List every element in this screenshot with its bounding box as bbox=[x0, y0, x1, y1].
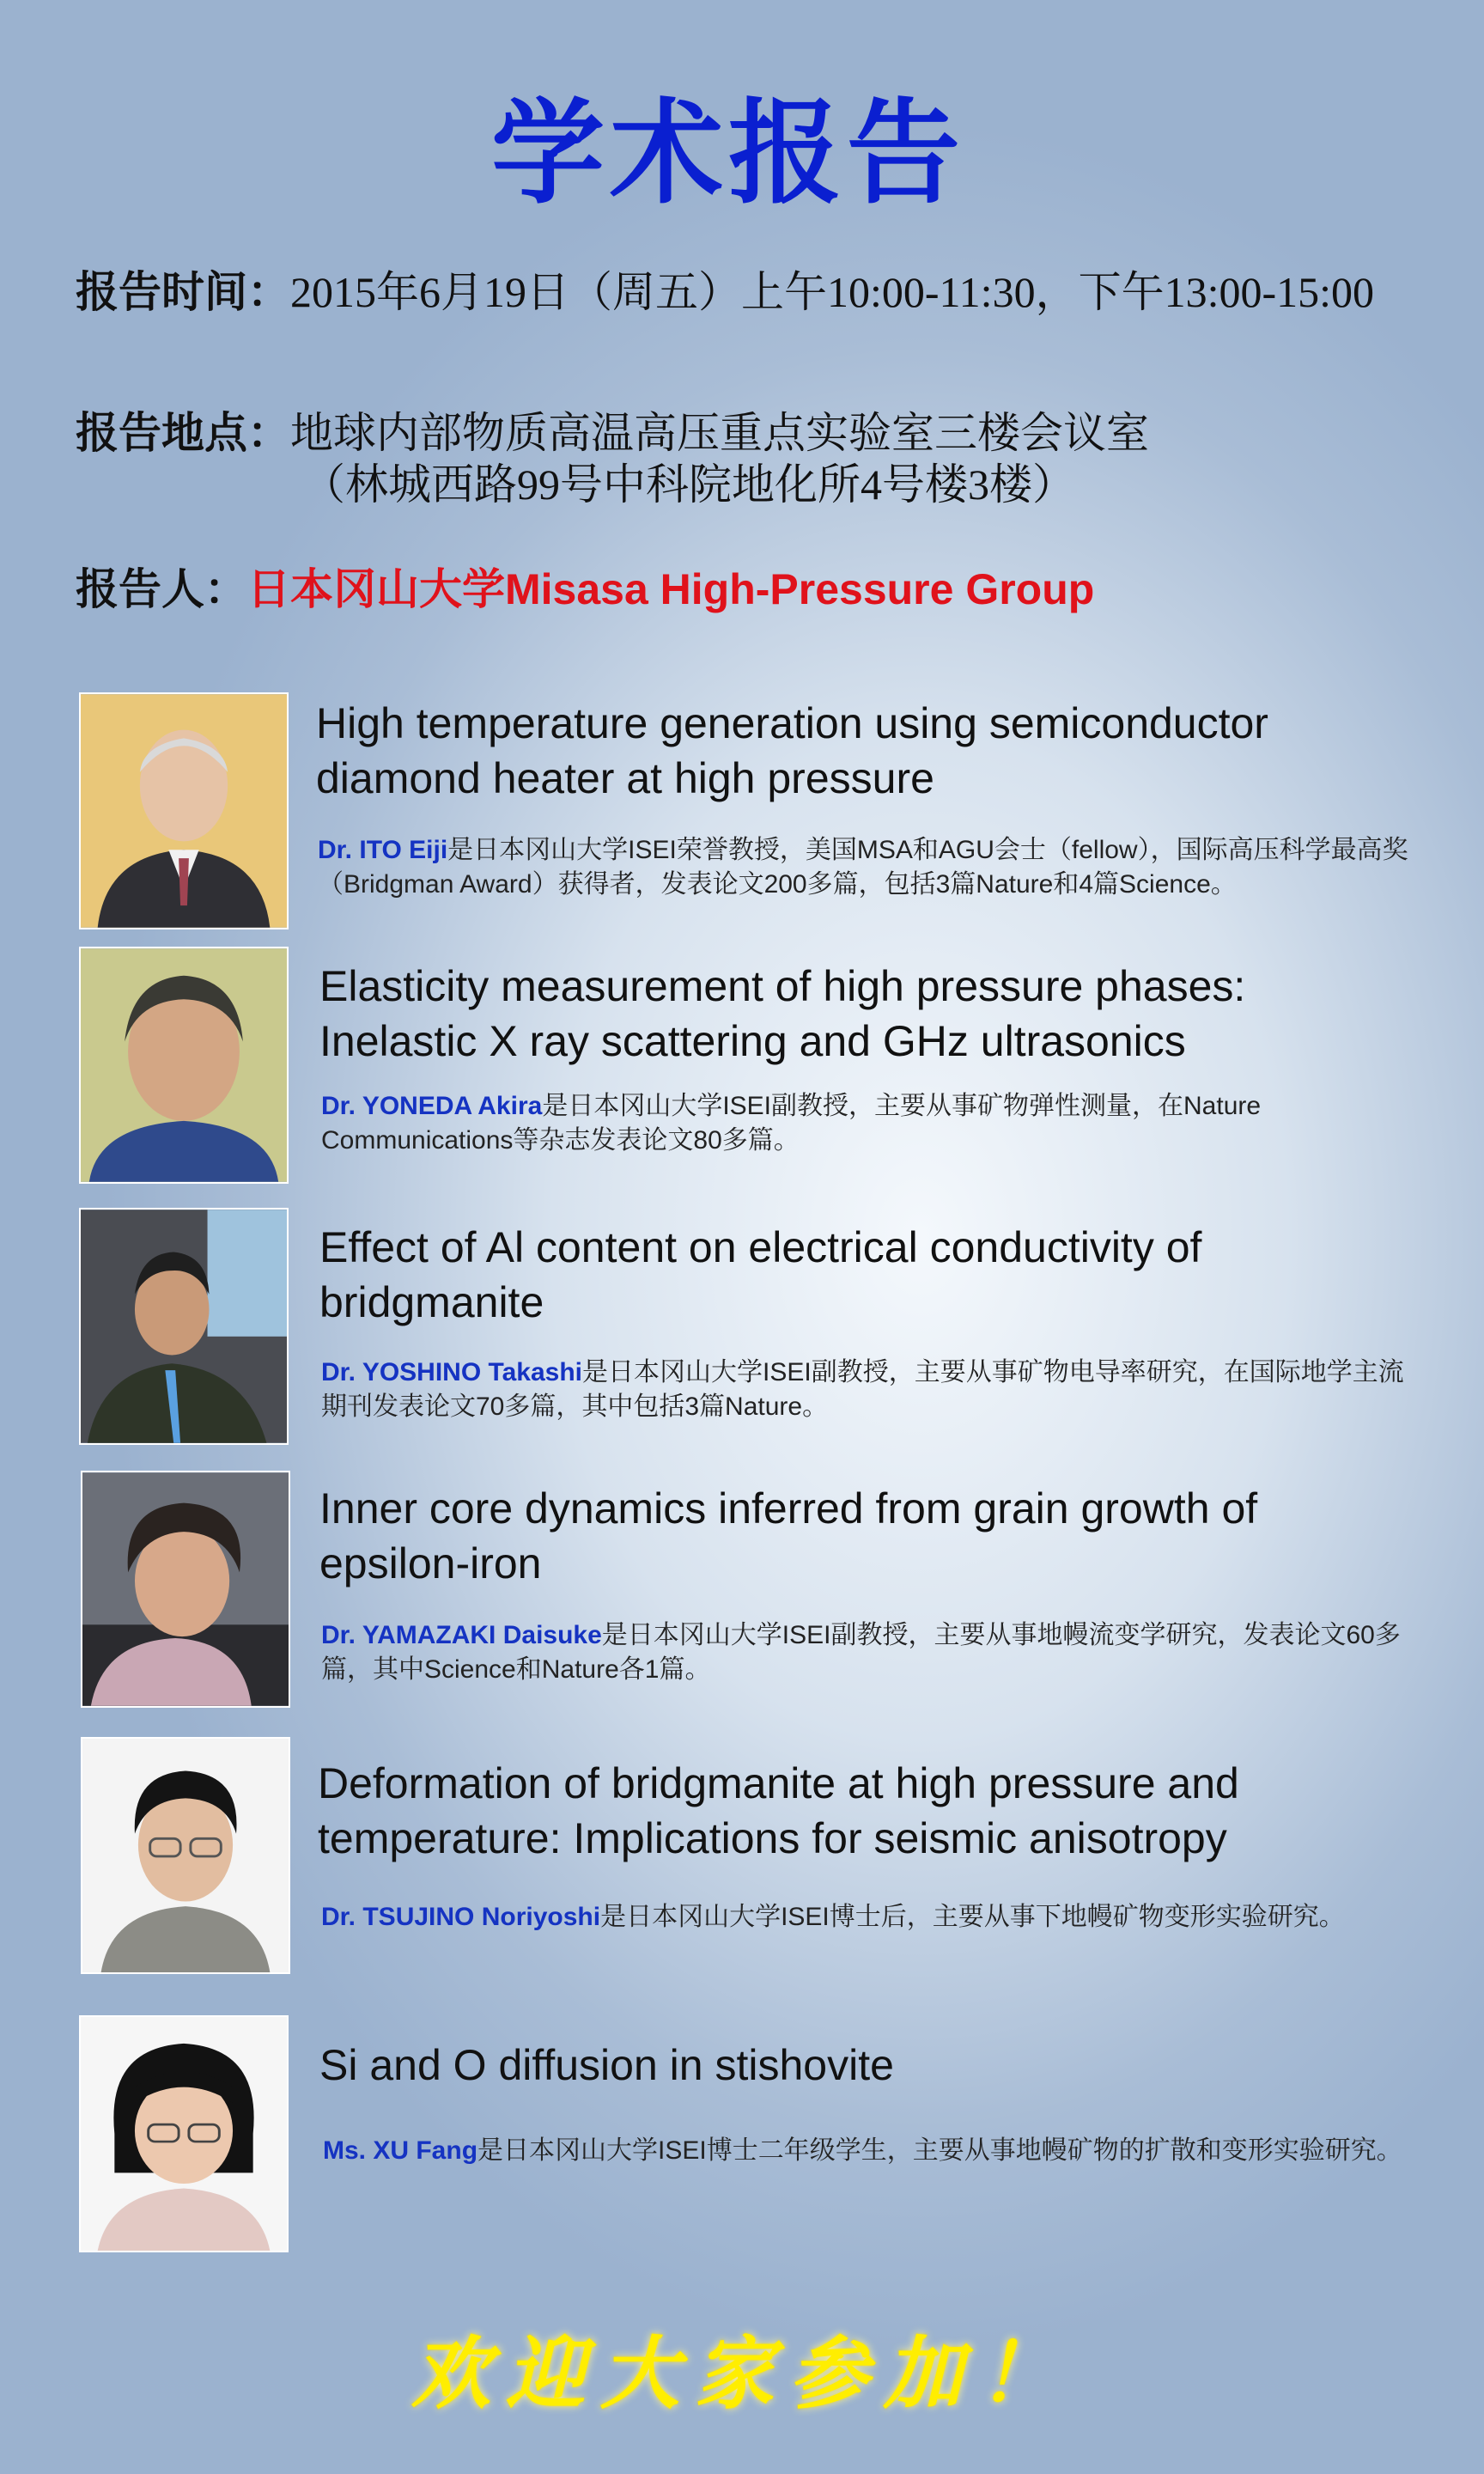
portrait-image bbox=[82, 1472, 289, 1706]
talk-description bbox=[323, 2134, 1414, 2168]
place-label: 报告地点： bbox=[76, 409, 290, 457]
speaker-bio: 是日本冈山大学ISEI副教授，主要从事矿物电导率研究，在国际地学主流期刊发表论文70多篇，其中包括3篇Nature。 bbox=[321, 1358, 1404, 1421]
welcome-message: 欢迎大家参加！ bbox=[411, 2327, 1073, 2420]
reporter-label: 报告人： bbox=[76, 565, 247, 613]
speaker-bio: 是日本冈山大学ISEI博士二年级学生，主要从事地幔矿物的扩散和变形实验研究。 bbox=[477, 2136, 1402, 2165]
talk-title-line: Elasticity measurement of high pressure phases: bbox=[319, 962, 1246, 1010]
talk-title-line: Inelastic X ray scattering and GHz ultrasonics bbox=[319, 1017, 1186, 1065]
talk-title bbox=[318, 1756, 1434, 1866]
speaker-name: Ms. XU Fang bbox=[323, 2136, 478, 2165]
reporter-row bbox=[76, 555, 1094, 617]
speaker-photo-yoshino bbox=[79, 1208, 289, 1445]
speaker-bio: 是日本冈山大学ISEI博士后，主要从事下地幔矿物变形实验研究。 bbox=[600, 1903, 1345, 1931]
talk-title bbox=[316, 696, 1432, 806]
poster-title: 学术报告 bbox=[491, 88, 965, 220]
portrait-image bbox=[82, 1739, 289, 1972]
speaker-bio: 是日本冈山大学ISEI荣誉教授，美国MSA和AGU会士（fellow），国际高压科学最高奖（Bridgman Award）获得者，发表论文200多篇，包括3篇Nature和4篇Science。 bbox=[318, 836, 1408, 899]
reporter-value: 日本冈山大学Misasa High-Pressure Group bbox=[247, 565, 1095, 613]
speaker-photo-yoneda bbox=[79, 947, 289, 1184]
speaker-name: Dr. ITO Eiji bbox=[318, 836, 448, 864]
talk-title bbox=[319, 959, 1436, 1069]
talk-title bbox=[319, 2038, 1436, 2093]
time-value: 2015年6月19日（周五）上午10:00-11:30，下午13:00-15:00 bbox=[290, 268, 1375, 316]
portrait-image bbox=[81, 948, 287, 1182]
talk-description bbox=[318, 833, 1408, 902]
speaker-photo-tsujino bbox=[81, 1737, 290, 1974]
speaker-bio: 是日本冈山大学ISEI副教授，主要从事地幔流变学研究，发表论文60多篇，其中Science和Nature各1篇。 bbox=[321, 1621, 1401, 1684]
portrait-image bbox=[81, 1210, 287, 1443]
talk-title-line: epsilon-iron bbox=[319, 1539, 542, 1587]
speaker-photo-yamazaki bbox=[81, 1471, 290, 1708]
portrait-image bbox=[81, 2017, 287, 2251]
talk-title bbox=[319, 1220, 1436, 1330]
time-label: 报告时间： bbox=[76, 268, 290, 316]
time-row bbox=[76, 258, 1374, 320]
place-line1: 地球内部物质高温高压重点实验室三楼会议室 bbox=[290, 409, 1149, 457]
talk-title-line: High temperature generation using semiconductor bbox=[316, 699, 1268, 747]
speaker-name: Dr. YOSHINO Takashi bbox=[321, 1358, 582, 1386]
talk-title-line: bridgmanite bbox=[319, 1278, 544, 1326]
talk-title-line: Inner core dynamics inferred from grain growth of bbox=[319, 1484, 1258, 1533]
talk-title bbox=[319, 1481, 1436, 1591]
talk-title-line: temperature: Implications for seismic anisotropy bbox=[318, 1814, 1227, 1862]
speaker-name: Dr. YONEDA Akira bbox=[321, 1092, 543, 1120]
talk-description bbox=[321, 1900, 1472, 1935]
talk-title-line: Deformation of bridgmanite at high pressure and bbox=[318, 1759, 1239, 1807]
talk-description bbox=[321, 1089, 1412, 1158]
talk-title-line: diamond heater at high pressure bbox=[316, 754, 934, 802]
portrait-image bbox=[81, 694, 287, 928]
talk-title-line: Si and O diffusion in stishovite bbox=[319, 2041, 894, 2089]
talk-description bbox=[321, 1618, 1412, 1687]
speaker-name: Dr. TSUJINO Noriyoshi bbox=[321, 1903, 601, 1931]
speaker-bio: 是日本冈山大学ISEI副教授，主要从事矿物弹性测量，在Nature Communications等杂志发表论文80多篇。 bbox=[321, 1092, 1262, 1155]
place-line2: （林城西路99号中科院地化所4号楼3楼） bbox=[302, 460, 1075, 509]
talk-title-line: Effect of Al content on electrical conductivity of bbox=[319, 1223, 1202, 1271]
talk-description bbox=[321, 1356, 1412, 1424]
speaker-name: Dr. YAMAZAKI Daisuke bbox=[321, 1621, 602, 1649]
speaker-photo-ito bbox=[79, 692, 289, 929]
speaker-photo-xu bbox=[79, 2015, 289, 2252]
